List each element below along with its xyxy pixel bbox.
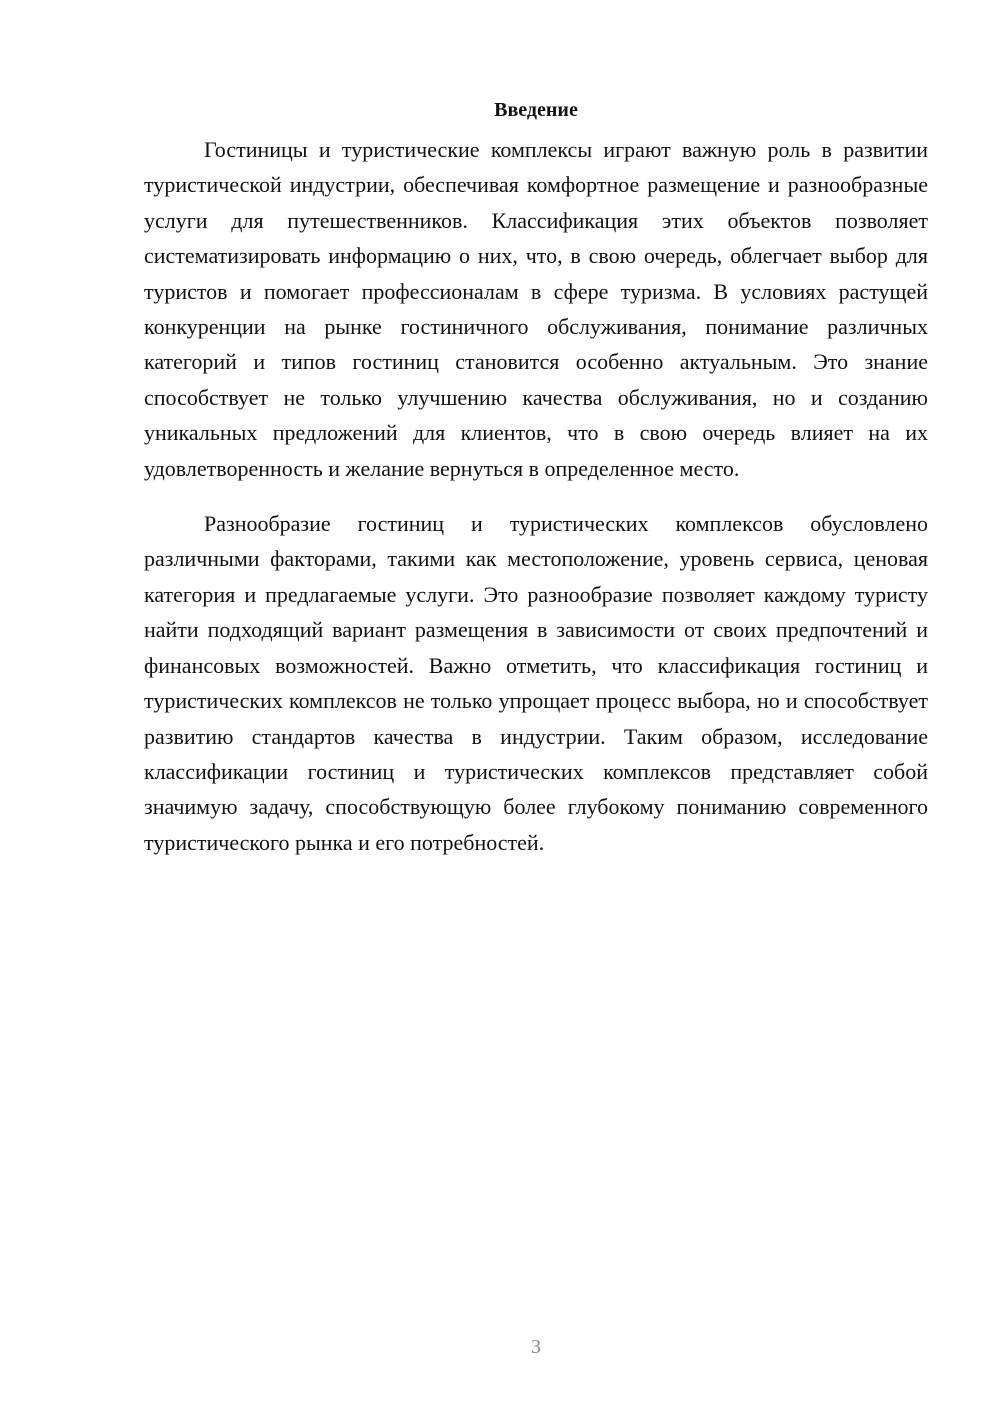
paragraph-2: Разнообразие гостиниц и туристических комплексов обусловлено различными факторами, такими как местоположение, уровень сервиса, ценовая категория и предлагаемые услуги. Это разнообразие позволяет каждому туристу найти подходящий вариант размещения в зависимости от своих предпочтений и финансовых возможностей. Важно отметить, что классификация гостиниц и туристических комплексов не только упрощает процесс выбора, но и способствует развитию стандартов качества в индустрии. Таким образом, исследование классификации гостиниц и туристических комплексов представляет собой значимую задачу, способствующую более глубокому пониманию современного туристического рынка и его потребностей. xyxy=(144,511,928,855)
page-content xyxy=(144,96,928,860)
section-heading: Введение xyxy=(494,99,578,121)
paragraph-1: Гостиницы и туристические комплексы играют важную роль в развитии туристической индустрии, обеспечивая комфортное размещение и разнообразные услуги для путешественников. Классификация этих объектов позволяет систематизировать информацию о них, что, в свою очередь, облегчает выбор для туристов и помогает профессионалам в сфере туризма. В условиях растущей конкуренции на рынке гостиничного обслуживания, понимание различных категорий и типов гостиниц становится особенно актуальным. Это знание способствует не только улучшению качества обслуживания, но и созданию уникальных предложений для клиентов, что в свою очередь влияет на их удовлетворенность и желание вернуться в определенное место. xyxy=(144,137,928,481)
page-number: 3 xyxy=(531,1336,541,1358)
